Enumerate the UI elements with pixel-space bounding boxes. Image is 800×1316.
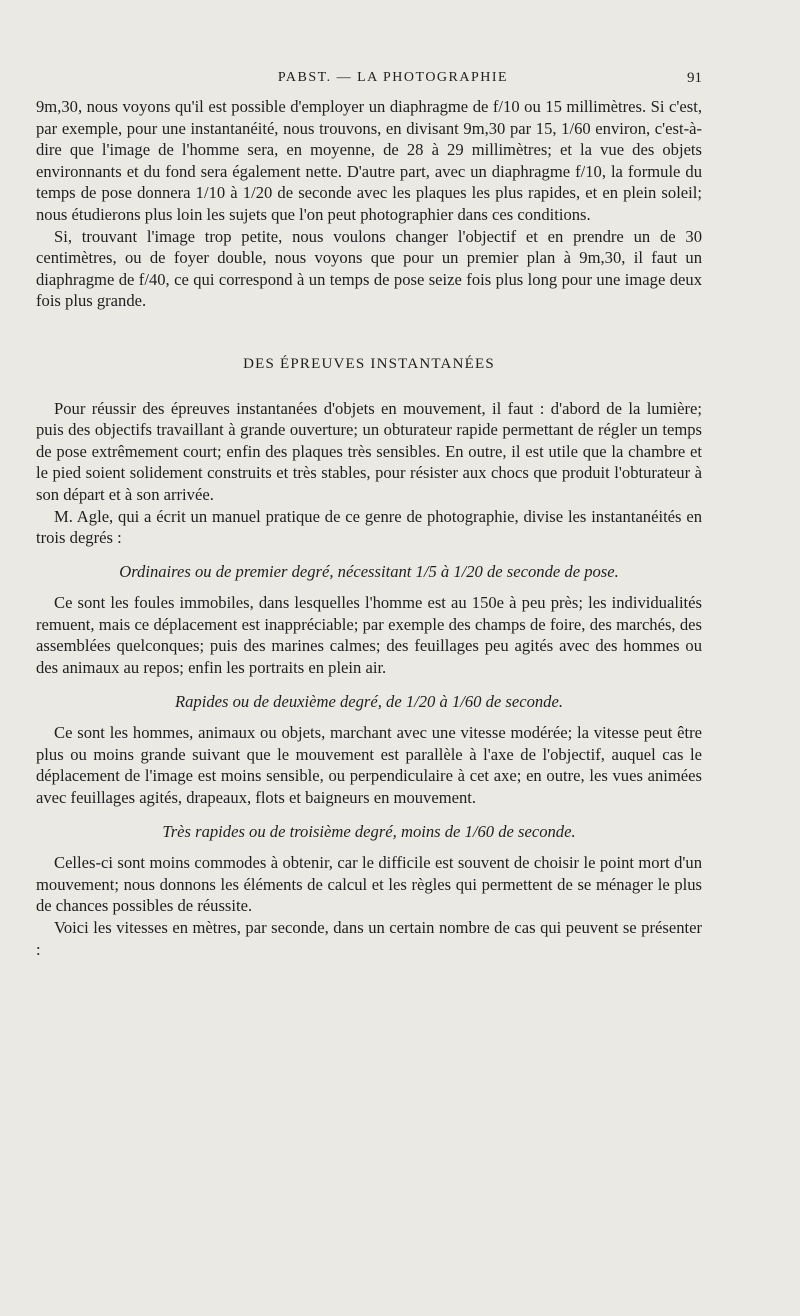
section-title: DES ÉPREUVES INSTANTANÉES — [243, 355, 495, 372]
paragraph-2: Si, trouvant l'image trop petite, nous voulons changer l'objectif et en prendre un de 30 centimètres, ou de foyer double, nous voyons que pour un premier plan à 9m,30, il faut un diaphragme de f/40, ce qui correspond à un temps de pose seize fois plus long pour une image deux fois plus grande. — [36, 226, 702, 311]
running-header — [36, 70, 702, 96]
paragraph-5: Ce sont les foules immobiles, dans lesquelles l'homme est au 150e à peu près; les individualités remuent, mais ce déplacement est inappréciable; par exemple des champs de foire, des marchés, des assemblées quelconques; puis des marines calmes; des feuillages peu agités avec des hommes ou des animaux au repos; enfin les portraits en plein air. — [36, 593, 702, 678]
paragraph-4: M. Agle, qui a écrit un manuel pratique de ce genre de photographie, divise les instantanéités en trois degrés : — [36, 506, 702, 548]
subheading-third-degree: Très rapides ou de troisième degré, moins de 1/60 de seconde. — [162, 821, 576, 841]
paragraph-8: Voici les vitesses en mètres, par seconde, dans un certain nombre de cas qui peuvent se présenter : — [36, 918, 702, 959]
paragraph-3: Pour réussir des épreuves instantanées d'objets en mouvement, il faut : d'abord de la lumière; puis des objectifs travaillant à grande ouverture; un obturateur rapide permettant de régler un temps de pose extrêmement court; enfin des plaques très sensibles. En outre, il est utile que la chambre et le pied soient solidement construits et très stables, pour résister aux chocs que produit l'obturateur à son départ et à son arrivée. — [36, 398, 702, 504]
running-title: PABST. — LA PHOTOGRAPHIE — [277, 70, 509, 85]
paragraph-1: 9m,30, nous voyons qu'il est possible d'employer un diaphragme de f/10 ou 15 millimètres. Si c'est, par exemple, pour une instantanéité, nous trouvons, en divisant 9m,30 par 15, 1/60 environ, c'est-à-dire que l'image de l'homme sera, en moyenne, de 28 à 29 millimètres; et la vue des objets environnants et du fond sera également nette. D'autre part, avec un diaphragme f/10, la formule du temps de pose donnera 1/10 à 1/20 de seconde avec les plaques les plus rapides, et en plein soleil; nous étudierons plus loin les sujets que l'on peut photographier dans ces conditions. — [36, 97, 702, 224]
page-body — [36, 96, 702, 960]
paragraph-7: Celles-ci sont moins commodes à obtenir, car le difficile est souvent de choisir le point mort d'un mouvement; nous donnons les éléments de calcul et les règles qui permettent de se ménager le plus de chances possibles de réussite. — [36, 853, 702, 916]
paragraph-6: Ce sont les hommes, animaux ou objets, marchant avec une vitesse modérée; la vitesse peut être plus ou moins grande suivant que le mouvement est parallèle à l'axe de l'objectif, auquel cas le déplacement de l'image est moins sensible, ou perpendiculaire à cet axe; en outre, les vues animées avec feuillages agités, drapeaux, flots et baigneurs en mouvement. — [36, 723, 702, 808]
page-number: 91 — [687, 70, 702, 86]
subheading-second-degree: Rapides ou de deuxième degré, de 1/20 à 1/60 de seconde. — [175, 691, 563, 711]
subheading-first-degree: Ordinaires ou de premier degré, nécessitant 1/5 à 1/20 de seconde de pose. — [119, 561, 619, 581]
